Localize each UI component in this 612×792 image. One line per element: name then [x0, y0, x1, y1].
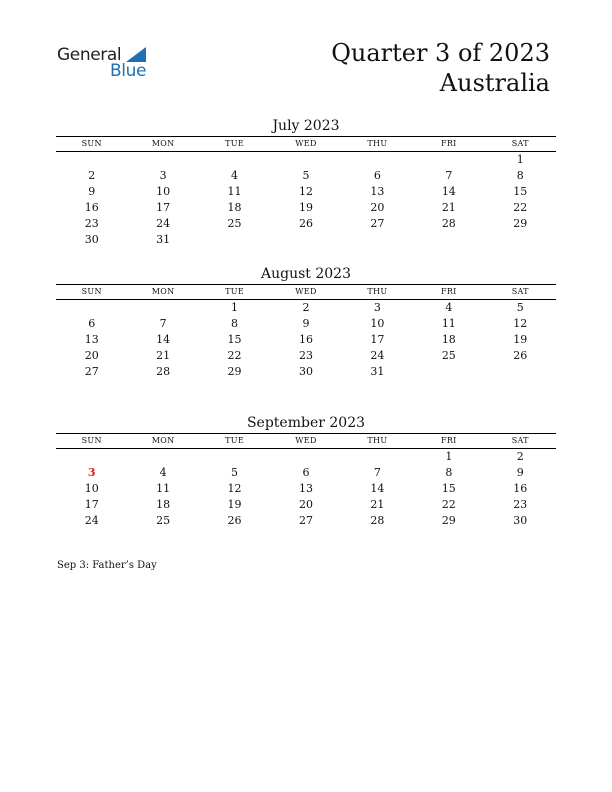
week-row: [56, 200, 556, 216]
month-title: September 2023: [246, 415, 366, 431]
week-row: [56, 449, 556, 465]
day-cell: 19: [298, 201, 313, 214]
weekday-label: MON: [151, 436, 175, 445]
day-cell: 21: [441, 201, 456, 214]
weekday-label: TUE: [225, 287, 244, 296]
day-cell: 13: [370, 185, 385, 198]
empty-day-cell: [127, 449, 198, 465]
logo-text-general: General: [57, 45, 122, 65]
day-cell: 17: [156, 201, 171, 214]
day-cell: 6: [88, 317, 96, 330]
holiday-note: Sep 3: Father’s Day: [57, 560, 157, 571]
empty-day-cell: [413, 364, 484, 380]
day-cell: 31: [156, 233, 171, 246]
day-cell: 29: [227, 365, 242, 378]
day-cell: 19: [227, 498, 242, 511]
day-cell: 16: [298, 333, 313, 346]
day-cell: 28: [441, 217, 456, 230]
week-row: [56, 232, 556, 248]
day-cell: 13: [84, 333, 99, 346]
day-cell: 27: [370, 217, 385, 230]
day-cell: 22: [513, 201, 528, 214]
empty-day-cell: [413, 152, 484, 168]
empty-day-cell: [199, 232, 270, 248]
weekday-label: SAT: [511, 139, 529, 148]
weekday-label: MON: [151, 139, 175, 148]
day-cell: 10: [84, 482, 99, 495]
day-cell: 15: [227, 333, 242, 346]
weekday-label: TUE: [225, 436, 244, 445]
week-row: [56, 348, 556, 364]
week-row: [56, 184, 556, 200]
day-cell: 24: [370, 349, 385, 362]
day-cell: 1: [445, 450, 453, 463]
holiday-day-cell: 3: [87, 466, 96, 479]
day-cell: 24: [156, 217, 171, 230]
empty-day-cell: [56, 449, 127, 465]
weekday-label: WED: [295, 287, 317, 296]
day-cell: 14: [370, 482, 385, 495]
day-cell: 16: [84, 201, 99, 214]
empty-day-cell: [199, 152, 270, 168]
empty-day-cell: [485, 364, 556, 380]
week-row: [56, 152, 556, 168]
day-cell: 25: [441, 349, 456, 362]
day-cell: 15: [441, 482, 456, 495]
week-row: [56, 332, 556, 348]
week-row: [56, 316, 556, 332]
day-cell: 28: [156, 365, 171, 378]
country-name: Australia: [439, 69, 550, 97]
weekday-label: FRI: [441, 436, 457, 445]
day-cell: 3: [159, 169, 167, 182]
day-cell: 17: [370, 333, 385, 346]
day-cell: 12: [227, 482, 242, 495]
day-cell: 20: [84, 349, 99, 362]
day-cell: 3: [373, 301, 381, 314]
day-cell: 27: [84, 365, 99, 378]
day-cell: 17: [84, 498, 99, 511]
day-cell: 21: [156, 349, 171, 362]
day-cell: 18: [227, 201, 242, 214]
day-cell: 28: [370, 514, 385, 527]
weekday-label: THU: [367, 287, 388, 296]
weekday-label: WED: [295, 139, 317, 148]
day-cell: 18: [156, 498, 171, 511]
empty-day-cell: [56, 300, 127, 316]
day-cell: 9: [516, 466, 524, 479]
day-cell: 27: [298, 514, 313, 527]
day-cell: 9: [302, 317, 310, 330]
day-cell: 7: [373, 466, 381, 479]
logo-text-blue: Blue: [110, 61, 147, 81]
weekday-label: TUE: [225, 139, 244, 148]
day-cell: 20: [370, 201, 385, 214]
day-cell: 14: [441, 185, 456, 198]
day-cell: 11: [156, 482, 171, 495]
logo-triangle-icon: [126, 47, 146, 62]
empty-day-cell: [270, 152, 341, 168]
day-cell: 23: [298, 349, 313, 362]
weekday-label: FRI: [441, 139, 457, 148]
day-cell: 4: [231, 169, 239, 182]
empty-day-cell: [199, 449, 270, 465]
day-cell: 26: [298, 217, 313, 230]
day-cell: 23: [513, 498, 528, 511]
day-cell: 31: [370, 365, 385, 378]
day-cell: 18: [441, 333, 456, 346]
empty-day-cell: [270, 232, 341, 248]
weekday-label: MON: [151, 287, 175, 296]
weekday-header-row: [56, 285, 556, 299]
day-cell: 19: [513, 333, 528, 346]
weekday-label: THU: [367, 436, 388, 445]
day-cell: 22: [227, 349, 242, 362]
day-cell: 11: [227, 185, 242, 198]
day-cell: 14: [156, 333, 171, 346]
day-cell: 5: [231, 466, 239, 479]
day-cell: 20: [298, 498, 313, 511]
day-cell: 16: [513, 482, 528, 495]
week-row: [56, 168, 556, 184]
day-cell: 7: [159, 317, 167, 330]
day-cell: 10: [156, 185, 171, 198]
empty-day-cell: [342, 152, 413, 168]
day-cell: 8: [231, 317, 239, 330]
day-cell: 23: [84, 217, 99, 230]
day-cell: 25: [156, 514, 171, 527]
day-cell: 5: [302, 169, 310, 182]
day-cell: 2: [302, 301, 310, 314]
generalblue-logo: [57, 42, 157, 82]
month-calendar-july: [56, 116, 556, 248]
day-cell: 4: [159, 466, 167, 479]
day-cell: 30: [84, 233, 99, 246]
day-cell: 1: [516, 153, 524, 166]
day-cell: 21: [370, 498, 385, 511]
week-row: [56, 364, 556, 380]
empty-day-cell: [127, 152, 198, 168]
page-title: Quarter 3 of 2023: [331, 39, 550, 67]
day-cell: 8: [516, 169, 524, 182]
day-cell: 30: [513, 514, 528, 527]
day-cell: 2: [88, 169, 96, 182]
day-cell: 6: [302, 466, 310, 479]
day-cell: 15: [513, 185, 528, 198]
week-row: [56, 465, 556, 481]
day-cell: 22: [441, 498, 456, 511]
weekday-header-row: [56, 137, 556, 151]
day-cell: 29: [441, 514, 456, 527]
weekday-header-row: [56, 434, 556, 448]
day-cell: 12: [513, 317, 528, 330]
day-cell: 25: [227, 217, 242, 230]
day-cell: 5: [516, 301, 524, 314]
day-cell: 9: [88, 185, 96, 198]
weekday-label: THU: [367, 139, 388, 148]
month-calendar-august: [56, 264, 556, 380]
day-cell: 29: [513, 217, 528, 230]
day-cell: 2: [516, 450, 524, 463]
day-cell: 4: [445, 301, 453, 314]
week-row: [56, 481, 556, 497]
weekday-label: FRI: [441, 287, 457, 296]
day-cell: 8: [445, 466, 453, 479]
week-row: [56, 300, 556, 316]
day-cell: 24: [84, 514, 99, 527]
empty-day-cell: [270, 449, 341, 465]
day-cell: 10: [370, 317, 385, 330]
week-row: [56, 497, 556, 513]
day-cell: 30: [298, 365, 313, 378]
day-cell: 26: [513, 349, 528, 362]
month-title: August 2023: [261, 266, 351, 282]
month-title: July 2023: [272, 118, 340, 134]
empty-day-cell: [485, 232, 556, 248]
week-row: [56, 216, 556, 232]
page-title-block: [331, 38, 550, 98]
weekday-label: SUN: [81, 139, 102, 148]
weekday-label: SAT: [511, 287, 529, 296]
day-cell: 7: [445, 169, 453, 182]
empty-day-cell: [342, 232, 413, 248]
day-cell: 12: [298, 185, 313, 198]
month-calendar-september: [56, 413, 556, 529]
empty-day-cell: [127, 300, 198, 316]
weekday-label: SUN: [81, 287, 102, 296]
day-cell: 6: [373, 169, 381, 182]
day-cell: 26: [227, 514, 242, 527]
weekday-label: SUN: [81, 436, 102, 445]
week-row: [56, 513, 556, 529]
day-cell: 11: [441, 317, 456, 330]
empty-day-cell: [56, 152, 127, 168]
empty-day-cell: [413, 232, 484, 248]
day-cell: 1: [231, 301, 239, 314]
weekday-label: SAT: [511, 436, 529, 445]
empty-day-cell: [342, 449, 413, 465]
day-cell: 13: [298, 482, 313, 495]
weekday-label: WED: [295, 436, 317, 445]
